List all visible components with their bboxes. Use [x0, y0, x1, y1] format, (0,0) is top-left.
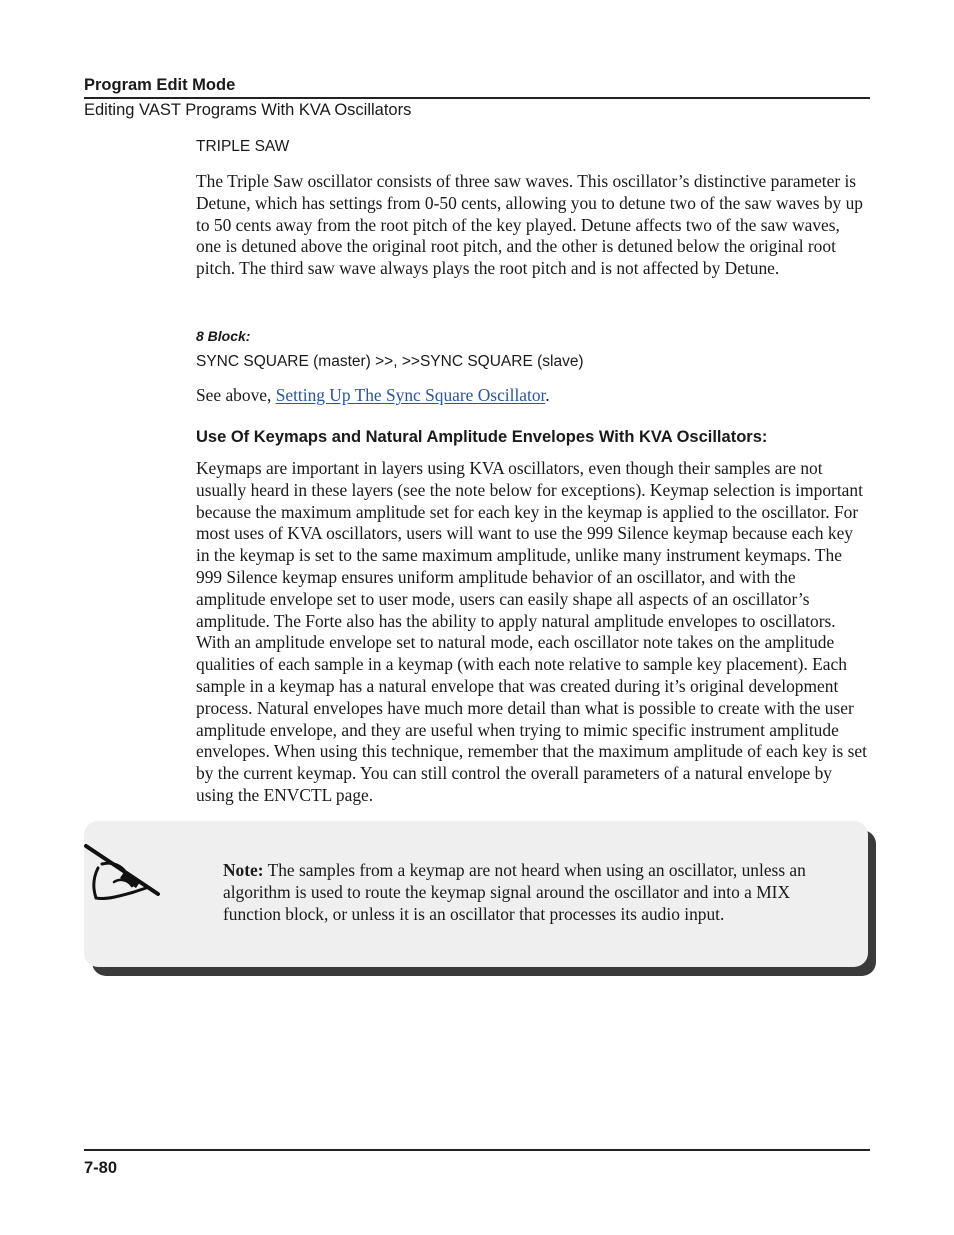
triple-saw-heading: TRIPLE SAW — [196, 138, 290, 155]
note-label: Note: — [223, 860, 264, 880]
note-text — [223, 860, 843, 925]
pen-writing-icon — [84, 842, 162, 904]
sync-square-link[interactable]: Setting Up The Sync Square Oscillator — [275, 385, 546, 405]
sync-square-heading: SYNC SQUARE (master) >>, >>SYNC SQUARE (slave) — [196, 353, 584, 370]
footer-divider — [84, 1149, 870, 1151]
eight-block-label: 8 Block: — [196, 328, 251, 344]
triple-saw-paragraph: The Triple Saw oscillator consists of three saw waves. This oscillator’s distinctive parameter is Detune, which has settings from 0-50 cents, allowing you to detune two of the saw waves by up to 50 cents away from the root pitch of the key played. Detune affects two of the saw waves, one is detuned above the original root pitch, and the other is detuned below the original root pitch. The third saw wave always plays the root pitch and is not affected by Detune. — [196, 171, 863, 279]
page-header-title: Program Edit Mode — [84, 76, 236, 94]
see-above-line — [196, 385, 868, 407]
page-number: 7-80 — [84, 1159, 118, 1177]
see-above-prefix: See above, — [196, 385, 276, 405]
keymaps-paragraph: Keymaps are important in layers using KVA oscillators, even though their samples are not usually heard in these layers (see the note below for exceptions). Keymap selection is important because the maximum amplitude set for each key in the keymap is applied to the oscillator. For most uses of KVA oscillators, users will want to use the 999 Silence keymap because each key in the keymap is set to the same maximum amplitude, unlike many instrument keymaps. The 999 Silence keymap ensures uniform amplitude behavior of an oscillator, and with the amplitude envelope set to user mode, users can easily shape all aspects of an oscillator’s amplitude. The Forte also has the ability to apply natural amplitude envelopes to oscillators. With an amplitude envelope set to natural mode, each oscillator note takes on the amplitude qualities of each sample in a keymap (with each note relative to sample key placement). Each sample in a keymap has a natural envelope that was created during it’s original development process. Natural envelopes have much more detail than what is possible to create with the user amplitude envelope, and they are useful when trying to mimic specific instrument amplitude envelopes. When using this technique, remember that the maximum amplitude of each key is set by the current keymap. You can still control the overall parameters of a natural envelope by using the ENVCTL page. — [196, 458, 867, 805]
page-header-subtitle: Editing VAST Programs With KVA Oscillators — [84, 101, 412, 119]
see-above-suffix: . — [545, 385, 550, 405]
keymaps-section-heading: Use Of Keymaps and Natural Amplitude Envelopes With KVA Oscillators: — [196, 428, 768, 446]
header-divider — [84, 97, 870, 99]
note-body: The samples from a keymap are not heard when using an oscillator, unless an algorithm is used to route the keymap signal around the oscillator and into a MIX function block, or unless it is an oscillator that processes its audio input. — [223, 860, 806, 924]
